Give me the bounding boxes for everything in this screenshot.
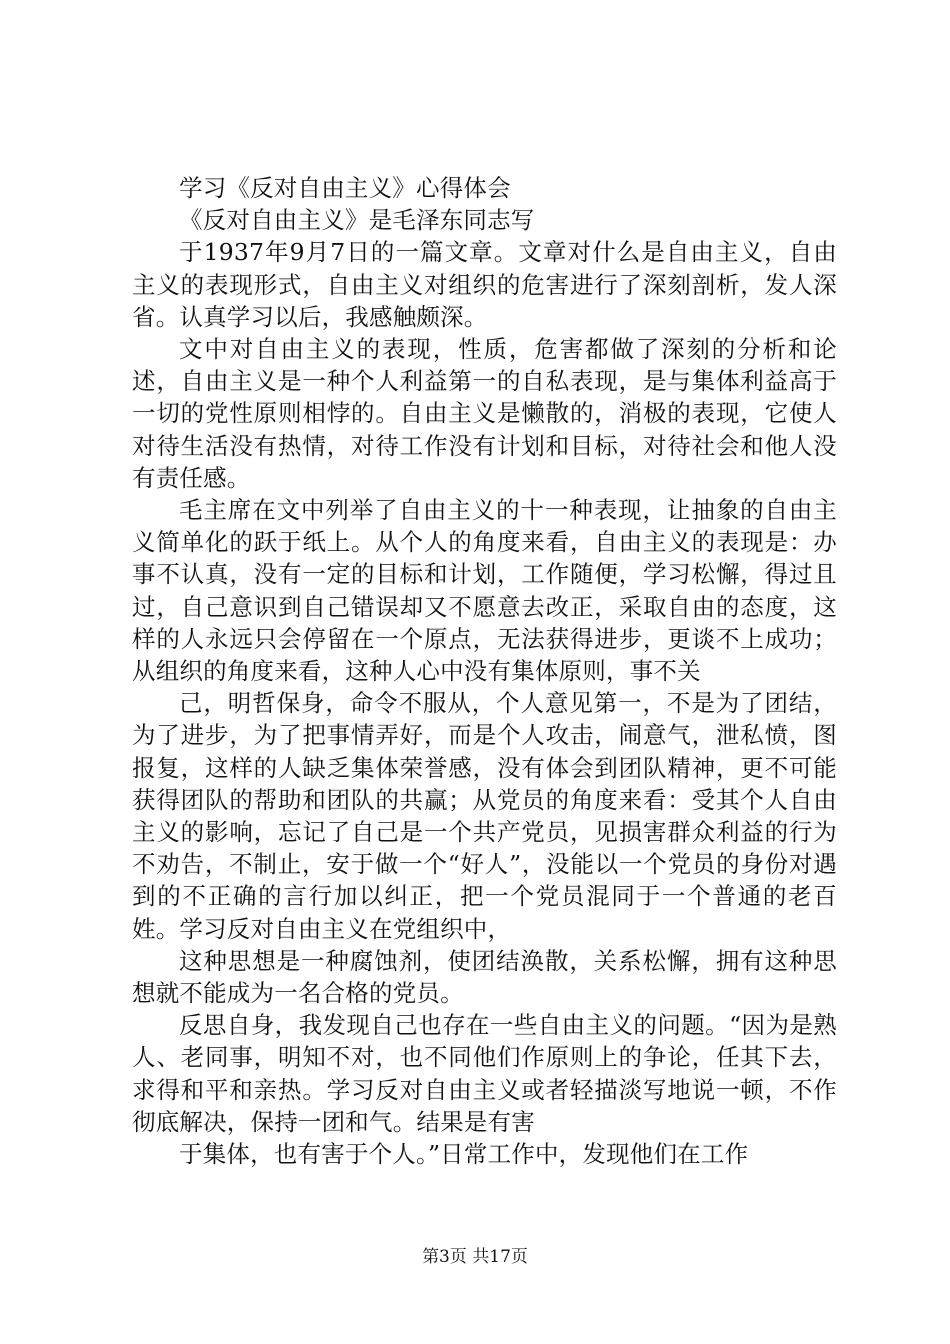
paragraph-8: 于集体，也有害于个人。”日常工作中，发现他们在工作 (179, 1140, 749, 1169)
paragraph-4: 毛主席在文中列举了自由主义的十一种表现，让抽象的自由主义简单化的跃于纸上。从个人的角度来看，自由主义的表现是：办事不认真，没有一定的目标和计划，工作随便，学习松懈，得过且过，自己意识到自己错误却又不愿意去改正，采取自由的态度，这样的人永远只会停留在一个原点，无法获得进步，更谈不上成功；从组织的角度来看，这种人心中没有集体原则，事不关 (132, 496, 837, 686)
paragraph-5: 己，明哲保身，命令不服从，个人意见第一，不是为了团结，为了进步，为了把事情弄好，而是个人攻击，闹意气，泄私愤，图报复，这样的人缺乏集体荣誉感，没有体会到团队精神，更不可能获得团队的帮助和团队的共赢；从党员的角度来看：受其个人自由主义的影响，忘记了自己是一个共产党员，见损害群众利益的行为不劝告，不制止，安于做一个“好人”，没能以一个党员的身份对遇到的不正确的言行加以纠正，把一个党员混同于一个普通的老百姓。学习反对自由主义在党组织中， (132, 689, 837, 943)
paragraph-3: 文中对自由主义的表现，性质，危害都做了深刻的分析和论述，自由主义是一种个人利益第一的自私表现，是与集体利益高于一切的党性原则相悖的。自由主义是懒散的，消极的表现，它使人对待生活没有热情，对待工作没有计划和目标，对待社会和他人没有责任感。 (132, 335, 837, 492)
paragraph-1: 《反对自由主义》是毛泽东同志写 (179, 206, 535, 235)
paragraph-6: 这种思想是一种腐蚀剂，使团结涣散，关系松懈，拥有这种思想就不能成为一名合格的党员。 (132, 946, 837, 1008)
paragraph-7: 反思自身，我发现自己也存在一些自由主义的问题。“因为是熟人、老同事，明知不对，也不同他们作原则上的争论，任其下去，求得和平和亲热。学习反对自由主义或者轻描淡写地说一顿，不作彻底解决，保持一团和气。结果是有害 (132, 1011, 837, 1136)
paragraph-2: 于1937年9月7日的一篇文章。文章对什么是自由主义，自由主义的表现形式，自由主义对组织的危害进行了深刻剖析，发人深省。认真学习以后，我感触颇深。 (132, 238, 837, 331)
page-footer: 第3页 共17页 (422, 1247, 528, 1267)
document-title: 学习《反对自由主义》心得体会 (179, 174, 511, 202)
document-body (132, 172, 837, 1170)
